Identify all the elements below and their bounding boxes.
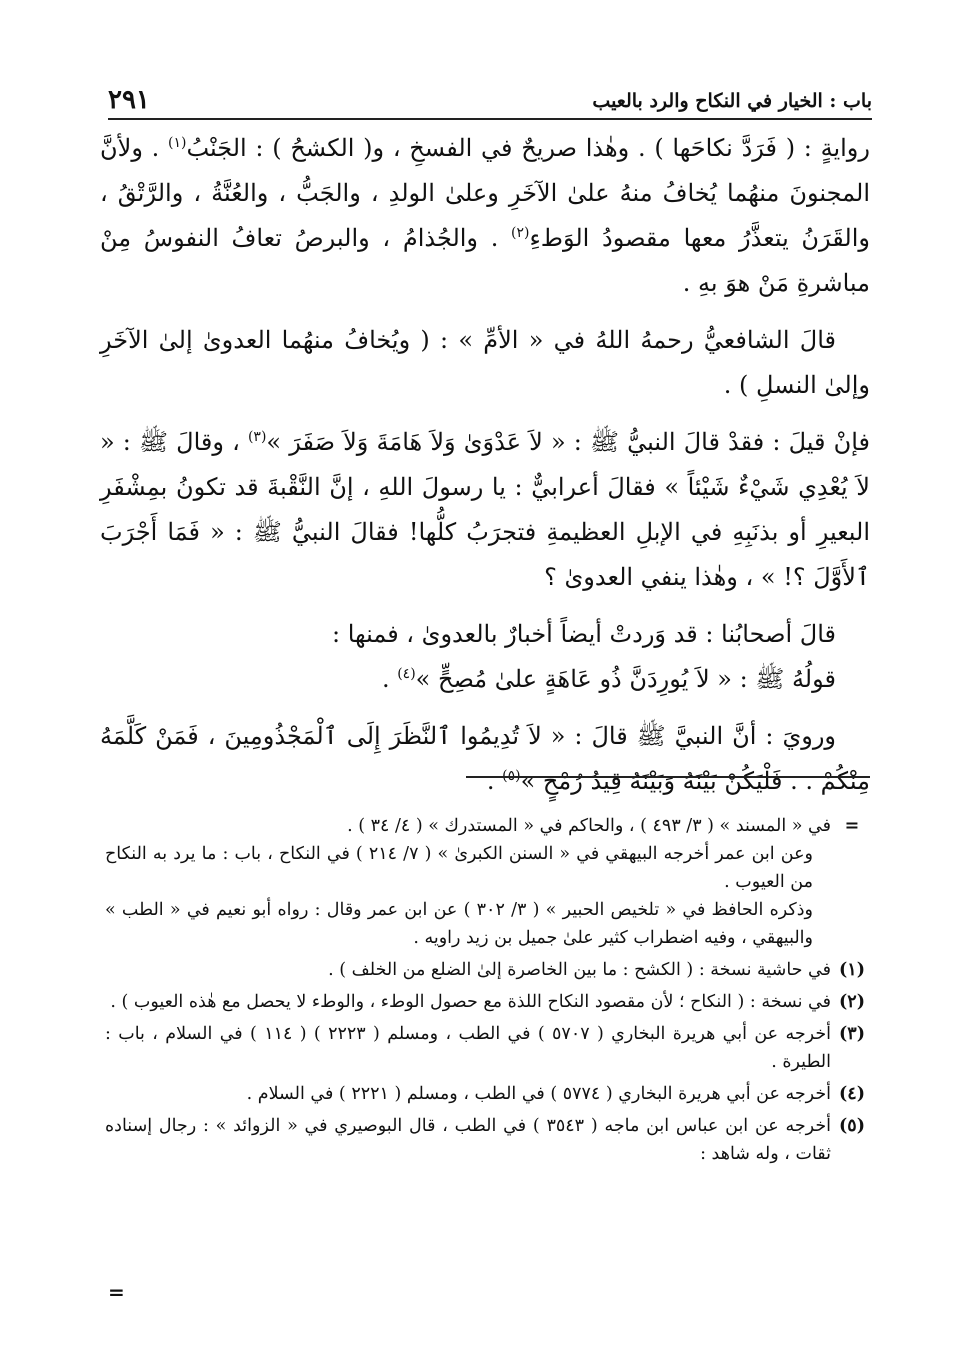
footnote-text: أخرجه عن أبي هريرة البخاري ( ٥٧٠٧ ) في الطب ، ومسلم ( ٢٢٢٣ ) ( ١١٤ ) في السلام ، باب : الطيرة . [105, 1024, 831, 1072]
footnote-ref-1: (١) [167, 135, 187, 151]
paragraph-text: ، وقالَ ﷺ : « لاَ يُعْدِي شَيْءٌ شَيْئاً » فقالَ أعرابيٌّ : يا رسولَ اللهِ ، إنَّ النَّقْبةَ قد تكونُ بمِشْفَرِ البعيرِ أو بذنَبِهِ في الإبلِ العظيمةِ فتجرَبُ كلُّها! فقالَ النبيُّ ﷺ : « فَمَا أَجْرَبَ ٱلأَوَّلَ ؟! » ، وهٰذا ينفي العدوىٰ ؟ [100, 428, 870, 591]
continuation-marker: = [844, 816, 860, 836]
footnote-ref-3: (٣) [247, 429, 267, 445]
footnote-text: أخرجه عن أبي هريرة البخاري ( ٥٧٧٤ ) في الطب ، ومسلم ( ٢٢٢١ ) في السلام . [246, 1084, 831, 1104]
footnote-number: (٥) [839, 1116, 865, 1136]
footnote-1 [105, 956, 873, 984]
page-number: ٢٩١ [108, 85, 150, 115]
footnote-ref-5: (٥) [502, 768, 521, 784]
paragraph-6 [100, 714, 870, 804]
footnote-text: أخرجه عن ابن عباس ابن ماجه ( ٣٥٤٣ ) في الطب ، قال البوصيري في « الزوائد » : رجال إسناده ثقات ، وله شاهد : [105, 1116, 832, 1164]
footnote-number: (١) [839, 960, 865, 980]
footnote-number: (٤) [839, 1084, 865, 1104]
continuation-line: وعن ابن عمر أخرجه البيهقي في « السنن الكبرىٰ » ( ٧/ ٢١٤ ) في النكاح ، باب : ما يرد به النكاح من العيوب . [105, 844, 813, 892]
paragraph-5 [100, 657, 870, 702]
footnote-2 [105, 988, 873, 1016]
footnote-continuation [105, 812, 873, 952]
running-header [108, 84, 872, 120]
main-text [100, 126, 870, 804]
footnote-text: في حاشية نسخة : ( الكشح : ما بين الخاصرة إلىٰ الضلع من الخلف ) . [328, 960, 831, 980]
paragraph-4: قالَ أصحابُنا : قد وَردتْ أيضاً أخبارٌ بالعدوىٰ ، فمنها : [332, 620, 836, 648]
paragraph-text: . ولأنَّ المجنونَ منهُما يُخافُ منهُ علىٰ الآخَرِ وعلىٰ الولدِ ، والجَبُّ ، والعُنَّةُ ، والرَّتْقُ ، والقَرَنُ يتعذَّرُ معها مقصودُ الوَطءِ [100, 134, 870, 252]
footnote-number: (٣) [839, 1024, 865, 1044]
footnote-divider [466, 776, 870, 778]
footnote-3 [105, 1020, 873, 1076]
footnote-text: في نسخة : ( النكاح ؛ لأن مقصود النكاح اللذة مع حصول الوطء ، والوطء لا يحصل مع هٰذه العيوب ) . [110, 992, 831, 1012]
footnote-4 [105, 1080, 873, 1108]
paragraph-text: روايةٍ : ( فَرَدَّ نكاحَها ) . وهٰذا صريحٌ في الفسخِ ، و( الكشحُ ) : الجَنْبُ [186, 134, 870, 162]
paragraph-1 [100, 126, 870, 306]
paragraph-text: فإنْ قيلَ : فقدْ قالَ النبيُّ ﷺ : « لاَ عَدْوَىٰ وَلاَ هَامَةَ وَلاَ صَفَرَ » [266, 428, 871, 456]
paragraph-text: . [381, 665, 398, 693]
continues-marker: = [108, 1280, 125, 1304]
footnotes-section [105, 812, 873, 1172]
paragraph-text: قولُهُ ﷺ : « لاَ يُورِدَنَّ ذُو عَاهَةٍ علىٰ مُصِحٍّ » [415, 665, 836, 693]
footnote-5 [105, 1112, 873, 1168]
footnote-ref-2: (٢) [511, 225, 530, 241]
paragraph-text: . [486, 767, 503, 795]
paragraph-2: قالَ الشافعيُّ رحمهُ اللهُ في « الأمِّ » : ( ويُخافُ منهُما العدوىٰ إلىٰ الآخَرِ وإلىٰ النسلِ ) . [100, 326, 870, 399]
paragraph-text: . والجُذامُ ، والبرصُ تعافُ النفوسُ مِنْ مباشرةِ مَنْ هوَ بهِ . [100, 224, 870, 297]
paragraph-3 [100, 420, 870, 600]
footnote-ref-4: (٤) [397, 666, 416, 682]
continuation-line: في « المسند » ( ٣/ ٤٩٣ ) ، والحاكم في « المستدرك » ( ٤/ ٣٤ ) . [347, 816, 831, 836]
continuation-line: وذكره الحافظ في « تلخيص الحبير » ( ٣/ ٣٠٢ ) عن ابن عمر وقال : رواه أبو نعيم في « الطب » والبيهقي ، وفيه اضطراب كثير علىٰ جميل بن زيد راويه . [105, 900, 813, 948]
chapter-title: باب : الخيار في النكاح والرد بالعيب [592, 90, 872, 112]
paragraph-text: ورويَ : أنَّ النبيَّ ﷺ قالَ : « لاَ تُدِيمُوا ٱلنَّظَرَ إِلَى ٱلْمَجْذُومِينَ ، فَمَنْ كَلَّمَهُ مِنْكُمْ . . فَلْيَكُنْ بَيْنَهُ وَبَيْنَهُ قِيدُ رُمْحٍ » [100, 722, 870, 795]
footnote-number: (٢) [839, 992, 865, 1012]
